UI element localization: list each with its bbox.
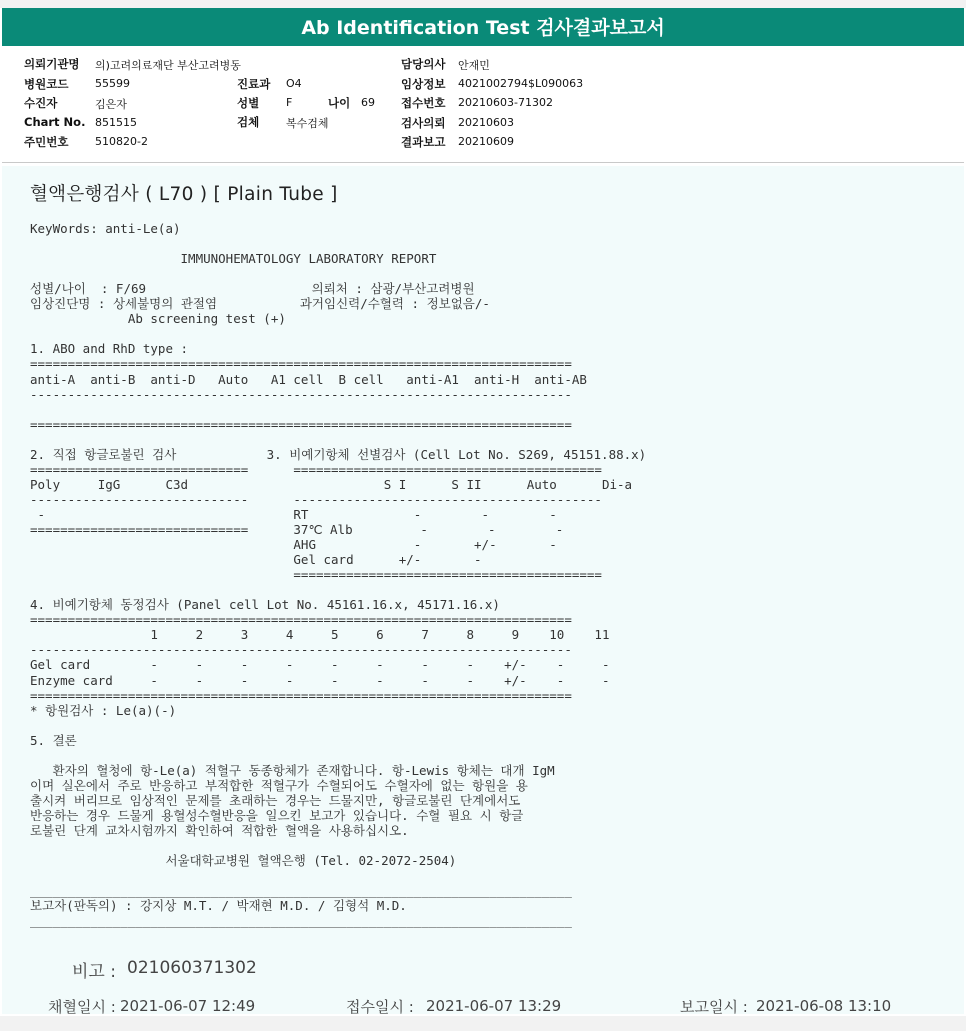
request-date-label: 검사의뢰 xyxy=(401,116,446,130)
collect-value: 2021-06-07 12:49 xyxy=(120,997,256,1015)
report-line: ========================================= xyxy=(30,567,602,583)
report-line: 환자의 혈청에 항-Le(a) 적혈구 동종항체가 존재합니다. 항-Lewis 항체는 대개 IgM xyxy=(30,762,555,778)
report-line: 1. ABO and RhD type : xyxy=(30,341,189,357)
report-label: 보고일시 : xyxy=(680,998,748,1016)
patient-label: 수진자 xyxy=(24,96,58,110)
doctor-value: 안재민 xyxy=(458,59,490,72)
patient-value: 김은자 xyxy=(95,98,127,111)
doctor-label: 담당의사 xyxy=(401,57,446,71)
receipt-value: 2021-06-07 13:29 xyxy=(426,997,562,1015)
report-line: 출시켜 버리므로 임상적인 문제를 초래하는 경우는 드물지만, 항글로불린 단계에서도 xyxy=(30,792,521,808)
report-line: 보고자(판독의) : 강지상 M.T. / 박재현 M.D. / 김형석 M.D. xyxy=(30,898,407,914)
hospital-code-value: 55599 xyxy=(95,77,130,90)
specimen-value: 복수검체 xyxy=(286,117,329,130)
id-value: 510820-2 xyxy=(95,135,148,148)
report-line: 성별/나이 : F/69 의뢰처 : 삼광/부산고려병원 xyxy=(30,281,475,297)
report-line: ======================================================================== xyxy=(30,416,572,432)
hospital-code-label: 병원코드 xyxy=(24,77,69,91)
remark-value: 021060371302 xyxy=(127,958,257,978)
clinical-info-value: 4021002794$L090063 xyxy=(458,77,584,90)
chart-no-value: 851515 xyxy=(95,116,137,129)
report-line: * 항원검사 : Le(a)(-) xyxy=(30,702,177,718)
report-title-bar: Ab Identification Test 검사결과보고서 xyxy=(2,8,964,46)
report-line: KeyWords: anti-Le(a) xyxy=(30,221,181,236)
report-line: ________________________________________________________________________ xyxy=(30,913,572,929)
report-line: 서울대학교병원 혈액은행 (Tel. 02-2072-2504) xyxy=(30,853,457,869)
institution-value: 의)고려의료재단 부산고려병동 xyxy=(95,59,241,72)
clinical-info-label: 임상정보 xyxy=(401,77,446,91)
report-line: ------------------------------------------------------------------------ xyxy=(30,386,572,402)
report-line: ======================================================================== xyxy=(30,356,572,372)
sex-label: 성별 xyxy=(237,96,260,110)
receipt-label: 접수일시 : xyxy=(346,998,414,1016)
top-strip xyxy=(0,0,966,8)
receipt-no-value: 20210603-71302 xyxy=(458,96,553,109)
report-line: ======================================================================== xyxy=(30,612,572,628)
report-line: ----------------------------- ----------------------------------------- xyxy=(30,491,602,507)
report-line: Gel card - - - - - - - - +/- - - xyxy=(30,657,610,673)
specimen-label: 검체 xyxy=(237,115,260,129)
report-line: 2. 직접 항글로불린 검사 3. 비예기항체 선별검사 (Cell Lot No. S269, 45151.88.x) xyxy=(30,446,647,462)
bottom-strip xyxy=(0,1016,966,1031)
request-date-value: 20210603 xyxy=(458,116,514,129)
receipt-no-label: 접수번호 xyxy=(401,96,446,110)
report-line: 5. 결론 xyxy=(30,732,77,748)
report-section-title: 혈액은행검사 ( L70 ) [ Plain Tube ] xyxy=(30,184,338,205)
id-label: 주민번호 xyxy=(24,135,69,149)
remark-label: 비고 : xyxy=(72,962,116,982)
chart-no-label: Chart No. xyxy=(24,115,86,129)
patient-info-header xyxy=(2,48,964,163)
dept-value: O4 xyxy=(286,77,302,90)
report-line: 임상진단명 : 상세불명의 관절염 과거임신력/수혈력 : 정보없음/- xyxy=(30,296,490,312)
report-line: ------------------------------------------------------------------------ xyxy=(30,642,572,658)
dept-label: 진료과 xyxy=(237,77,271,91)
sex-value: F xyxy=(286,96,293,109)
report-line: ________________________________________________________________________ xyxy=(30,883,572,899)
report-line: 1 2 3 4 5 6 7 8 9 10 11 xyxy=(30,627,610,643)
report-date-value: 20210609 xyxy=(458,135,514,148)
report-line: ============================= ========================================= xyxy=(30,461,602,477)
report-line: - RT - - - xyxy=(30,506,557,522)
report-line: Poly IgG C3d S I S II Auto Di-a xyxy=(30,476,633,492)
report-line: Gel card +/- - xyxy=(30,552,482,568)
age-label: 나이 xyxy=(328,96,351,110)
age-value: 69 xyxy=(361,96,375,109)
report-line: 이며 실온에서 주로 반응하고 부적합한 적혈구가 수혈되어도 수혈자에 없는 항원을 용 xyxy=(30,777,528,793)
report-value: 2021-06-08 13:10 xyxy=(756,997,892,1015)
collect-label: 채혈일시 : xyxy=(48,998,116,1016)
institution-label: 의뢰기관명 xyxy=(24,57,80,71)
report-line: 반응하는 경우 드물게 용혈성수혈반응을 일으킨 보고가 있습니다. 수혈 필요 시 항글 xyxy=(30,807,524,823)
report-date-label: 결과보고 xyxy=(401,135,446,149)
report-line: Ab screening test (+) xyxy=(30,311,286,327)
report-line: ============================= 37℃ Alb - - - xyxy=(30,522,564,537)
report-line: AHG - +/- - xyxy=(30,537,557,553)
report-line: 로불린 단계 교차시험까지 확인하여 적합한 혈액을 사용하십시오. xyxy=(30,823,409,838)
report-line: Enzyme card - - - - - - - - +/- - - xyxy=(30,672,610,688)
report-line: ======================================================================== xyxy=(30,687,572,703)
report-line: anti-A anti-B anti-D Auto A1 cell B cell anti-A1 anti-H anti-AB xyxy=(30,371,587,387)
report-line: IMMUNOHEMATOLOGY LABORATORY REPORT xyxy=(30,251,437,267)
report-line: 4. 비예기항체 동정검사 (Panel cell Lot No. 45161.16.x, 45171.16.x) xyxy=(30,597,500,613)
